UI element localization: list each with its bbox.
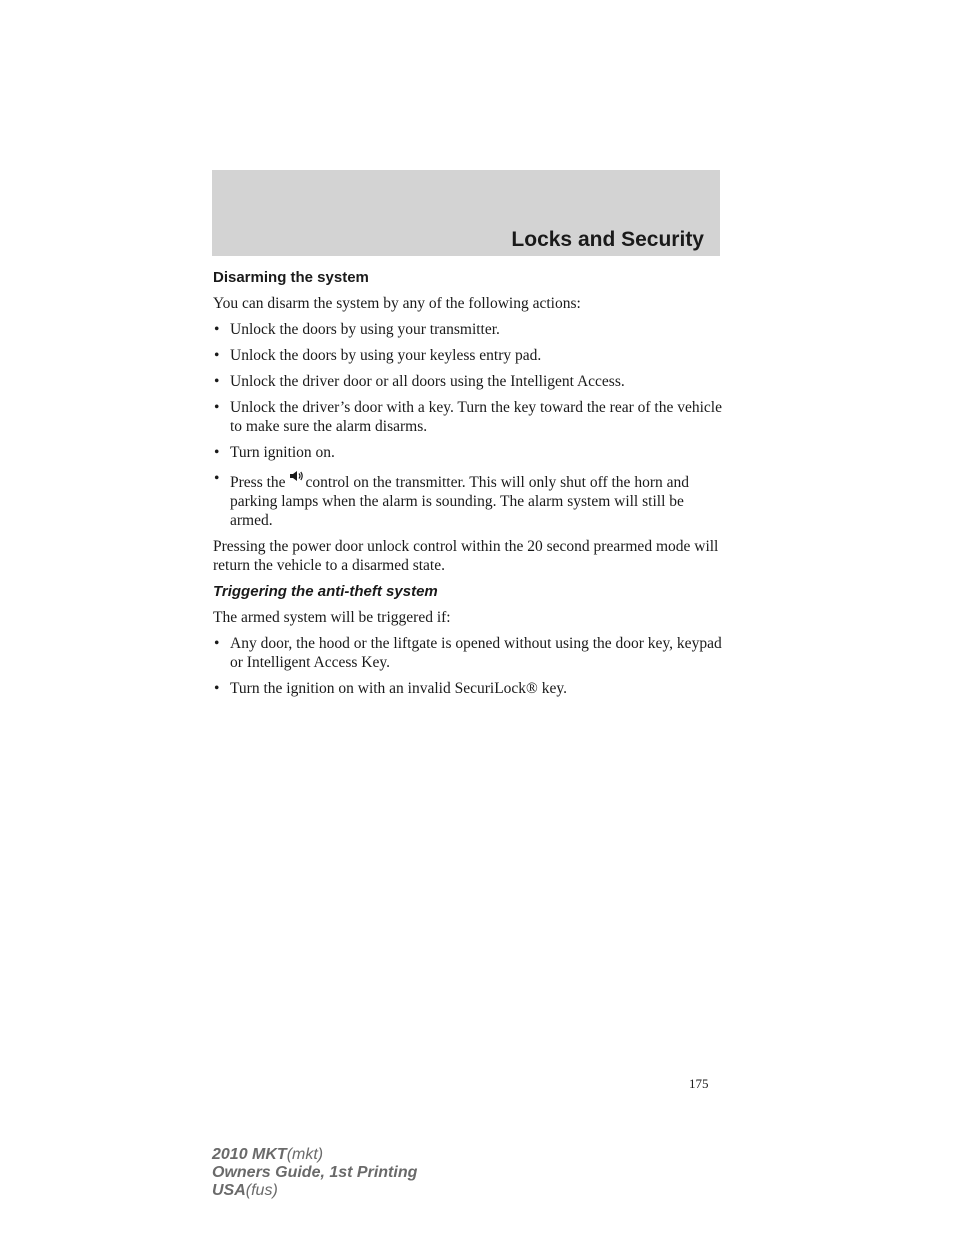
bullet-icon: •	[214, 399, 220, 416]
horn-icon	[288, 469, 304, 483]
bullet-icon: •	[214, 321, 220, 338]
footer-line-region: USA(fus)	[212, 1182, 278, 1199]
bullet-icon: •	[214, 347, 220, 364]
list-item: • Turn ignition on.	[214, 444, 335, 461]
list-item: • Any door, the hood or the liftgate is opened without using the door key, keypad or Intelligent Access Key.	[214, 635, 722, 671]
bullet-icon: •	[214, 635, 220, 652]
triggering-intro: The armed system will be triggered if:	[213, 609, 451, 626]
footer-line-printing: Owners Guide, 1st Printing	[212, 1164, 418, 1181]
bullet-icon: •	[214, 470, 220, 487]
list-item: • Unlock the driver’s door with a key. Turn the key toward the rear of the vehicle to make sure the alarm disarms.	[214, 399, 722, 435]
disarming-actions-list	[213, 320, 723, 530]
list-item: • Unlock the doors by using your keyless entry pad.	[214, 347, 542, 364]
section-title: Locks and Security	[511, 228, 704, 251]
section-header-band	[212, 170, 720, 256]
triggering-conditions-list	[213, 634, 723, 698]
list-item: • Unlock the doors by using your transmitter.	[214, 321, 500, 338]
footer-line-model: 2010 MKT(mkt)	[212, 1146, 324, 1163]
heading-disarming: Disarming the system	[213, 269, 369, 286]
list-item: • Turn the ignition on with an invalid SecuriLock® key.	[214, 680, 567, 697]
list-item-press-horn: • Press the control on the transmitter. This will only shut off the horn and parking lamps when the alarm is sounding. The alarm system will still be armed.	[214, 470, 689, 529]
bullet-icon: •	[214, 680, 220, 697]
print-footer	[212, 1146, 417, 1200]
list-item: • Unlock the driver door or all doors using the Intelligent Access.	[214, 373, 625, 390]
page-content	[213, 268, 723, 705]
bullet-icon: •	[214, 444, 220, 461]
bullet-icon: •	[214, 373, 220, 390]
prearmed-note: Pressing the power door unlock control within the 20 second prearmed mode will return the vehicle to a disarmed state.	[213, 538, 719, 574]
disarming-intro: You can disarm the system by any of the following actions:	[213, 295, 581, 312]
page-number: 175	[689, 1076, 709, 1091]
heading-triggering: Triggering the anti-theft system	[213, 583, 438, 600]
